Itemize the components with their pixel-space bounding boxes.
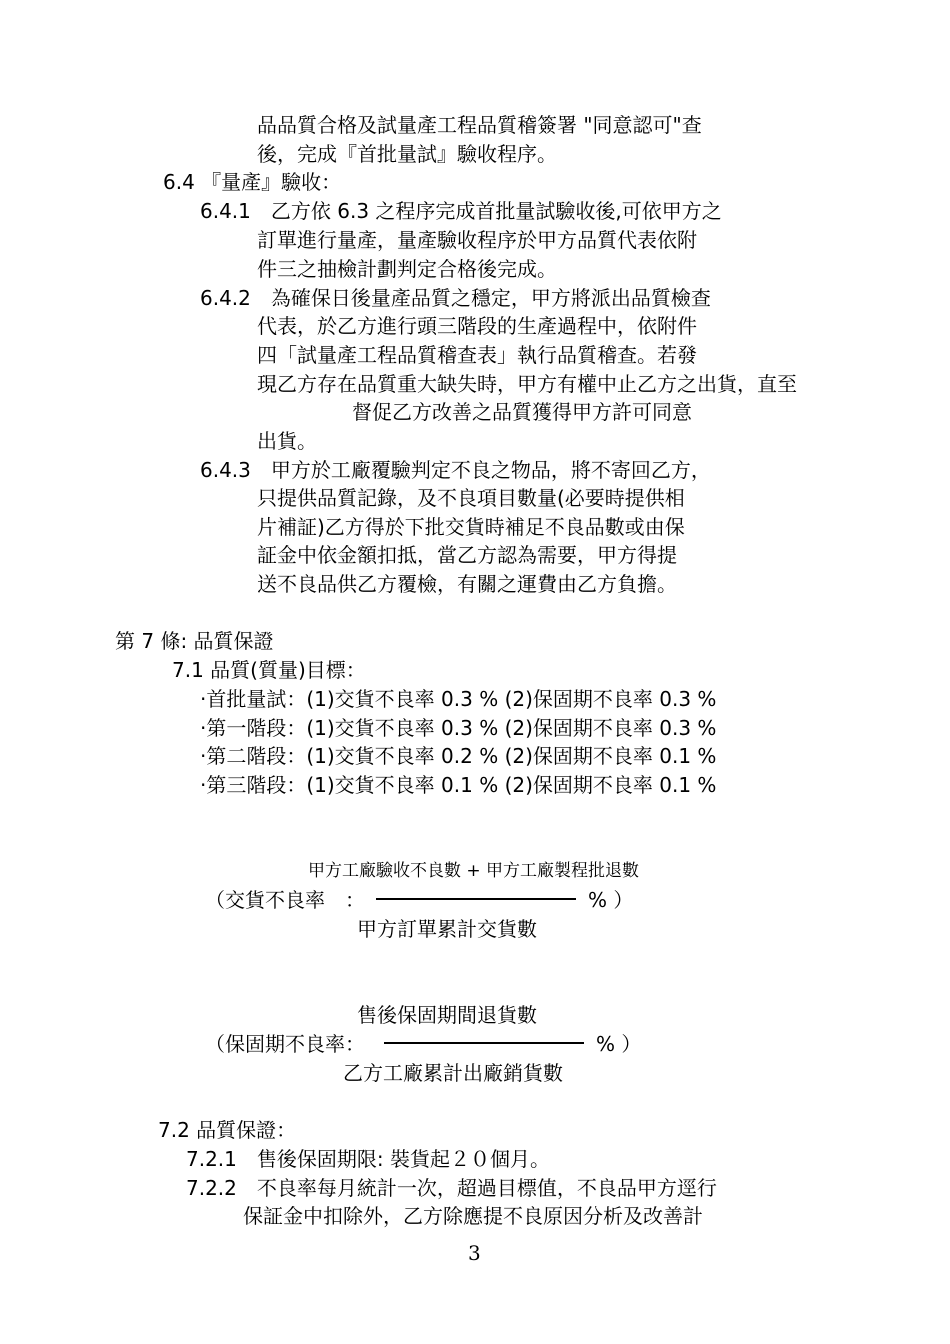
formula-numerator: 售後保固期間退貨數 xyxy=(357,1003,537,1027)
clause-6-4-3-line: 送不良品供乙方覆檢，有關之運費由乙方負擔。 xyxy=(257,572,677,596)
clause-6-4-1-line: 件三之抽檢計劃判定合格後完成。 xyxy=(257,257,557,281)
paragraph-line: 後，完成『首批量試』驗收程序。 xyxy=(257,142,557,166)
clause-6-4-1-line: 6.4.1 乙方依 6.3 之程序完成首批量試驗收後,可依甲方之 xyxy=(200,199,722,223)
quality-target-row: ·首批量試：(1)交貨不良率 0.3 % (2)保固期不良率 0.3 % xyxy=(200,687,717,711)
clause-6-4-2-line: 出貨。 xyxy=(257,429,317,453)
quality-target-row: ·第二階段：(1)交貨不良率 0.2 % (2)保固期不良率 0.1 % xyxy=(200,744,717,768)
formula-label: （保固期不良率： xyxy=(205,1032,365,1056)
page-number: 3 xyxy=(468,1241,481,1265)
section-heading-7-2: 7.2 品質保證： xyxy=(158,1118,297,1142)
clause-6-4-1-line: 訂單進行量產，量產驗收程序於甲方品質代表依附 xyxy=(257,228,697,252)
formula-denominator: 乙方工廠累計出廠銷貨數 xyxy=(343,1061,563,1085)
article-7-heading: 第 7 條: 品質保證 xyxy=(115,629,274,653)
clause-7-2-2-line: 保証金中扣除外，乙方除應提不良原因分析及改善計 xyxy=(243,1204,703,1228)
clause-6-4-2-line: 代表，於乙方進行頭三階段的生產過程中，依附件 xyxy=(257,314,697,338)
section-heading-7-1: 7.1 品質(質量)目標： xyxy=(172,658,366,682)
fraction-bar xyxy=(384,1042,584,1044)
formula-numerator: 甲方工廠驗收不良數 + 甲方工廠製程批退數 xyxy=(308,861,640,881)
quality-target-row: ·第一階段：(1)交貨不良率 0.3 % (2)保固期不良率 0.3 % xyxy=(200,716,717,740)
clause-6-4-3-line: 片補証)乙方得於下批交貨時補足不良品數或由保 xyxy=(257,515,685,539)
formula-label: （交貨不良率 ： xyxy=(205,888,365,912)
clause-6-4-3-line: 只提供品質記錄，及不良項目數量(必要時提供相 xyxy=(257,486,685,510)
section-heading-6-4: 6.4 『量產』驗收： xyxy=(163,170,342,194)
clause-7-2-2-line: 7.2.2 不良率每月統計一次，超過目標值，不良品甲方逕行 xyxy=(186,1176,717,1200)
clause-6-4-3-line: 6.4.3 甲方於工廠覆驗判定不良之物品，將不寄回乙方， xyxy=(200,458,711,482)
clause-6-4-3-line: 証金中依金額扣抵，當乙方認為需要，甲方得提 xyxy=(257,543,677,567)
clause-6-4-2-line: 現乙方存在品質重大缺失時，甲方有權中止乙方之出貨，直至 xyxy=(257,372,797,396)
clause-6-4-2-line: 6.4.2 為確保日後量產品質之穩定，甲方將派出品質檢查 xyxy=(200,286,711,310)
formula-denominator: 甲方訂單累計交貨數 xyxy=(357,917,537,941)
quality-target-row: ·第三階段：(1)交貨不良率 0.1 % (2)保固期不良率 0.1 % xyxy=(200,773,717,797)
paragraph-line: 品品質合格及試量產工程品質稽簽署 "同意認可"查 xyxy=(257,113,702,137)
clause-7-2-1: 7.2.1 售後保固期限: 裝貨起２０個月。 xyxy=(186,1147,550,1171)
formula-suffix: % ） xyxy=(588,888,634,912)
clause-6-4-2-line: 督促乙方改善之品質獲得甲方許可同意 xyxy=(352,400,692,424)
clause-6-4-2-line: 四「試量產工程品質稽查表」執行品質稽查。若發 xyxy=(257,343,697,367)
formula-suffix: % ） xyxy=(596,1032,642,1056)
fraction-bar xyxy=(376,898,576,900)
